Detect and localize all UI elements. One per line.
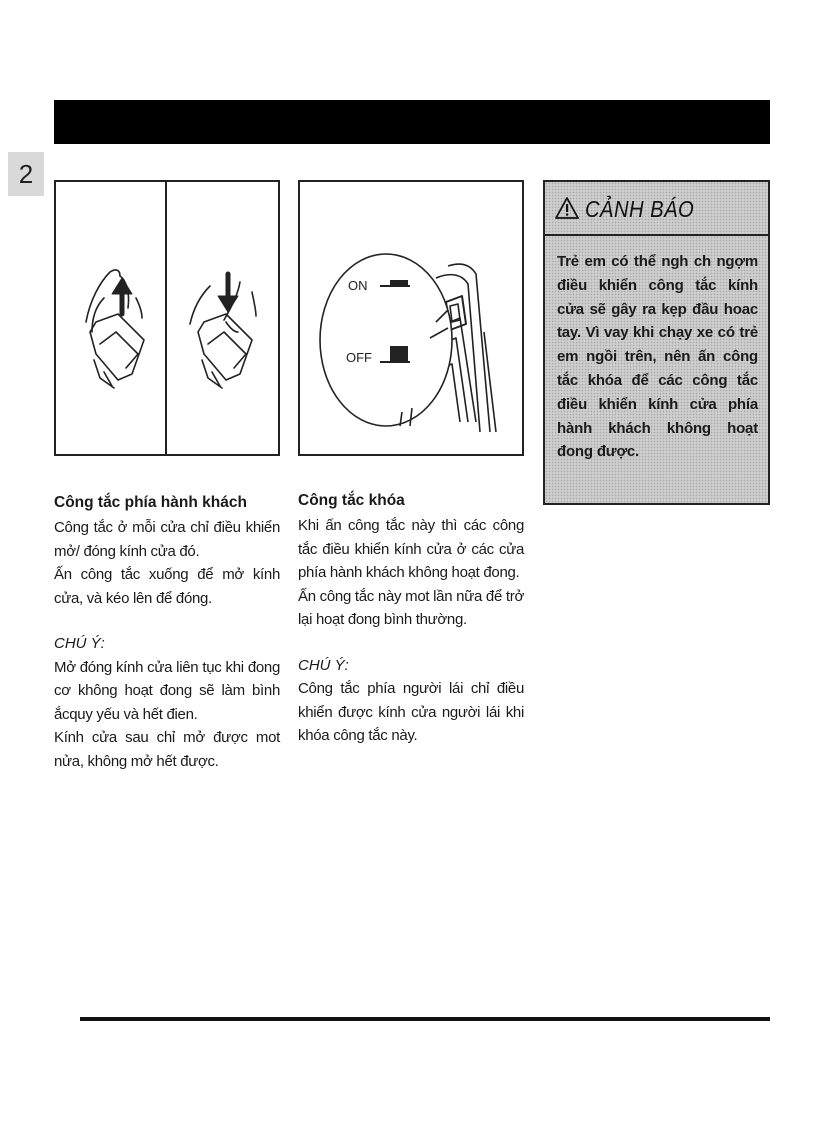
down-arrow-icon: [218, 274, 238, 312]
paragraph: Khi ấn công tắc này thì các công tắc điều khiển kính cửa ở các cửa phía hành khách không hoạt đong.: [298, 517, 524, 581]
lock-switch-figure: [298, 180, 524, 456]
paragraph: Ấn công tắc này mot lần nữa để trở lại hoạt đong bình thường.: [298, 587, 524, 628]
note-paragraph: Kính cửa sau chỉ mở được mot nửa, không mở hết được.: [54, 729, 280, 770]
passenger-switch-illustration: [56, 182, 278, 454]
warning-triangle-icon: [555, 196, 579, 220]
note-paragraph: Công tắc phía người lái chỉ điều khiển được kính cửa người lái khi khóa công tắc này.: [298, 680, 524, 744]
chapter-number: 2: [8, 152, 44, 196]
passenger-switch-figure: [54, 180, 280, 456]
passenger-switch-section: [54, 490, 280, 773]
section-heading: Công tắc phía hành khách: [54, 494, 247, 511]
note-paragraph: Mở đóng kính cửa liên tục khi đong cơ không hoạt đong sẽ làm bình ắcquy yếu và hết đien.: [54, 658, 280, 723]
warning-header: [545, 182, 768, 236]
lock-switch-section: [298, 488, 524, 748]
note-title: CHÚ Ý:: [298, 656, 349, 674]
lock-switch-illustration: [300, 182, 522, 454]
section-heading: Công tắc khóa: [298, 492, 405, 509]
on-label: ON: [348, 278, 368, 293]
warning-title: CẢNH BÁO: [585, 196, 695, 222]
warning-box: [543, 180, 770, 505]
paragraph: Ấn công tắc xuống để mở kính cửa, và kéo lên để đóng.: [54, 566, 280, 607]
paragraph: Công tắc ở mỗi cửa chỉ điều khiển mở/ đóng kính cửa đó.: [54, 519, 280, 560]
header-bar: [54, 100, 770, 144]
off-label: OFF: [346, 350, 372, 365]
note-title: CHÚ Ý:: [54, 635, 105, 652]
warning-text: Trẻ em có thể ngh ch ngợm điều khiển công tắc kính cửa sẽ gây ra kẹp đầu hoac tay. Vì vay khi chạy xe có trẻ em ngồi trên, nên ấn công tắc khóa để các công tắc điều khiển kính cửa phía hành khách không hoạt đong được.: [557, 253, 758, 461]
footer-rule: [80, 1017, 770, 1021]
switch-pull-up-drawing: [86, 270, 144, 388]
